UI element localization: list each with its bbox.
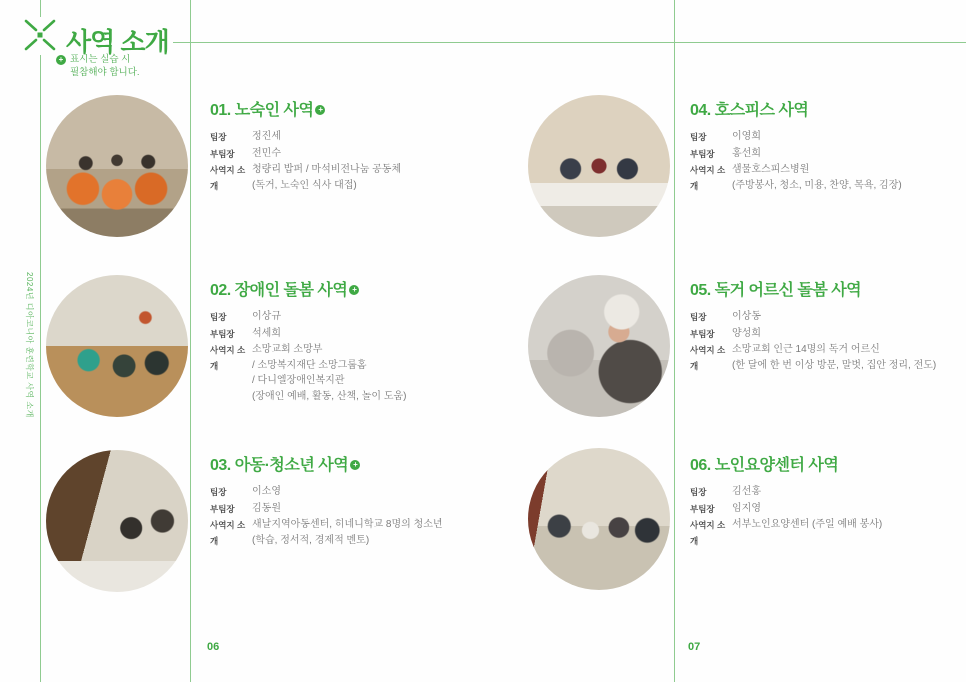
required-practicum-icon [315, 105, 325, 115]
left-margin-line [40, 55, 41, 682]
intro-line: 새날지역아동센터, 히네니학교 8명의 청소년 [252, 519, 443, 530]
leader-name: 이소영 [252, 486, 281, 497]
intro-row [210, 517, 490, 549]
intro-line: 청량리 밥퍼 / 마석비전나눔 공동체 [252, 164, 402, 175]
intro-row [690, 162, 966, 194]
intro-label: 사역지 소개 [690, 165, 726, 191]
vice-leader-row [690, 146, 966, 163]
intro-line: / 소망복지재단 소망그룹홈 [252, 359, 367, 371]
vice-leader-name: 전민수 [252, 147, 281, 159]
section-05-elderly-alone [690, 277, 966, 374]
required-practicum-icon [350, 460, 360, 470]
intro-lines [252, 342, 406, 404]
intro-line: 소망교회 인근 14명의 독거 어르신 [732, 344, 880, 355]
vice-leader-label: 부팀장 [210, 148, 235, 159]
intro-line: 서부노인요양센터 (주일 예배 봉사) [732, 519, 883, 530]
left-column-divider-line [190, 0, 191, 682]
section-title [690, 97, 966, 120]
leader-name: 이상동 [732, 311, 761, 322]
intro-label: 사역지 소개 [690, 345, 726, 371]
section-title [690, 277, 966, 300]
page-number-left: 06 [207, 641, 220, 653]
intro-row [210, 342, 490, 404]
vice-leader-row [210, 326, 490, 343]
leader-label: 팀장 [690, 312, 707, 322]
leader-row [210, 129, 490, 146]
page-number-right: 07 [688, 641, 701, 653]
section-title-text: 02. 장애인 돌봄 사역 [210, 282, 348, 299]
section-title [690, 452, 966, 475]
leader-name: 정진세 [252, 131, 281, 142]
section-06-nursing-center [690, 452, 966, 549]
leader-label: 팀장 [210, 132, 227, 142]
right-column-divider-line [674, 0, 675, 682]
leader-row [210, 309, 490, 326]
leader-row [690, 309, 966, 326]
vice-leader-name: 임지영 [732, 502, 761, 514]
header-rule-line [173, 42, 966, 43]
leader-row [210, 484, 490, 501]
intro-line: 소망교회 소망부 [252, 344, 323, 355]
section-04-hospice [690, 97, 966, 194]
vice-leader-name: 김동원 [252, 502, 281, 514]
vice-leader-label: 부팀장 [690, 328, 715, 339]
photo-nursing-center-ministry [528, 448, 670, 590]
section-title-text: 04. 호스피스 사역 [690, 102, 809, 119]
left-margin-line-top [40, 0, 41, 17]
page-title: 사역 소개 [66, 27, 169, 57]
leader-label: 팀장 [210, 312, 227, 322]
section-02-disabled-care [210, 277, 490, 404]
intro-lines [732, 342, 936, 374]
intro-lines [732, 517, 882, 549]
photo-children-youth-ministry [46, 450, 188, 592]
leader-name: 김선홍 [732, 486, 761, 497]
intro-label: 사역지 소개 [210, 345, 246, 371]
intro-line: (장애인 예배, 활동, 산책, 놀이 도움) [252, 390, 407, 402]
section-title-text: 06. 노인요양센터 사역 [690, 457, 839, 474]
intro-lines [252, 162, 401, 194]
intro-line: (독거, 노숙인 식사 대접) [252, 179, 357, 191]
intro-line: (한 달에 한 번 이상 방문, 말벗, 집안 정리, 전도) [732, 359, 937, 371]
vice-leader-row [210, 146, 490, 163]
vice-leader-label: 부팀장 [210, 503, 235, 514]
section-title [210, 452, 490, 475]
vice-leader-label: 부팀장 [210, 328, 235, 339]
vice-leader-row [690, 326, 966, 343]
intro-label: 사역지 소개 [210, 165, 246, 191]
intro-line: (주방봉사, 청소, 미용, 찬양, 목욕, 김장) [732, 179, 902, 191]
note-line-1: 표시는 실습 시 [70, 54, 131, 65]
intro-line: / 다니엘장애인복지관 [252, 375, 345, 386]
photo-homeless-ministry [46, 95, 188, 237]
required-practicum-icon [56, 55, 66, 65]
section-01-homeless [210, 97, 490, 194]
leader-name: 이영희 [732, 131, 761, 142]
vice-leader-row [690, 501, 966, 518]
intro-label: 사역지 소개 [690, 520, 726, 546]
practicum-note [70, 53, 140, 79]
vice-leader-name: 석세희 [252, 327, 281, 339]
photo-disabled-care-ministry [46, 275, 188, 417]
intro-lines [252, 517, 443, 549]
vice-leader-label: 부팀장 [690, 148, 715, 159]
section-title [210, 277, 490, 300]
section-title-text: 03. 아동·청소년 사역 [210, 457, 349, 474]
intro-line: 샘물호스피스병원 [732, 164, 810, 175]
leader-label: 팀장 [690, 487, 707, 497]
section-title-text: 01. 노숙인 사역 [210, 102, 314, 119]
x-cross-logo-icon [22, 17, 58, 53]
intro-row [210, 162, 490, 194]
leader-name: 이상규 [252, 311, 281, 322]
section-title [210, 97, 490, 120]
intro-row [690, 517, 966, 549]
spine-vertical-text: 2024년 디아코니아 훈련학교 사역 소개 [25, 272, 34, 418]
vice-leader-name: 홍선희 [732, 147, 761, 159]
photo-hospice-ministry [528, 95, 670, 237]
intro-lines [732, 162, 902, 194]
leader-label: 팀장 [690, 132, 707, 142]
intro-line: (학습, 정서적, 경제적 멘토) [252, 534, 370, 546]
vice-leader-label: 부팀장 [690, 503, 715, 514]
intro-row [690, 342, 966, 374]
intro-label: 사역지 소개 [210, 520, 246, 546]
section-03-children-youth [210, 452, 490, 549]
photo-elderly-alone-ministry [528, 275, 670, 417]
required-practicum-icon [349, 285, 359, 295]
vice-leader-name: 양성희 [732, 327, 761, 339]
vice-leader-row [210, 501, 490, 518]
leader-label: 팀장 [210, 487, 227, 497]
section-title-text: 05. 독거 어르신 돌봄 사역 [690, 282, 862, 299]
leader-row [690, 129, 966, 146]
leader-row [690, 484, 966, 501]
note-line-2: 필참해야 합니다. [70, 67, 140, 78]
